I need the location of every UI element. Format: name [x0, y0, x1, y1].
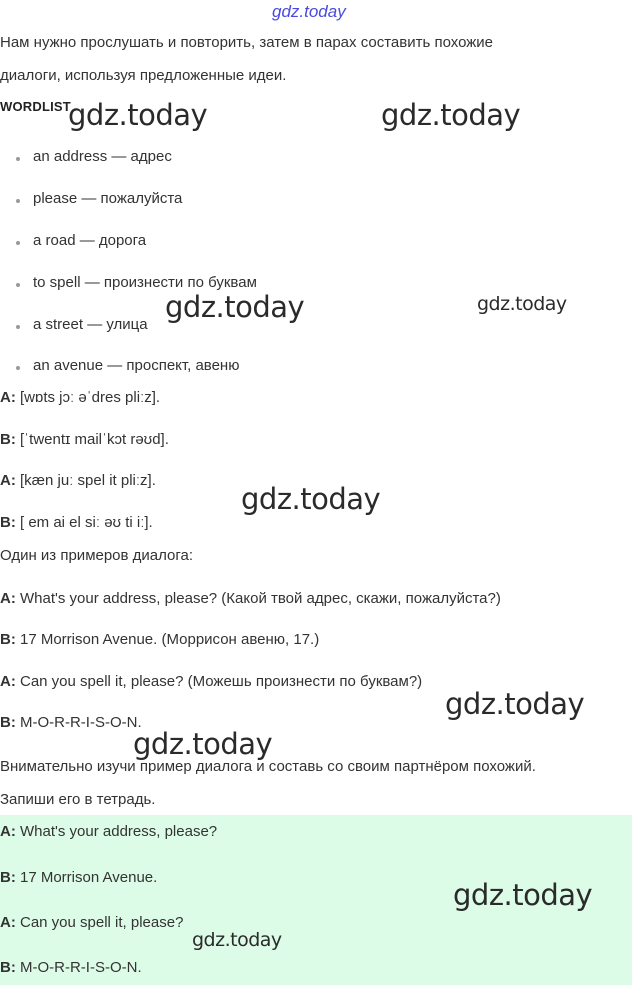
wordlist-item: an avenue — проспект, авеню [33, 357, 240, 374]
wordlist-item: a street — улица [33, 316, 148, 333]
bullet-icon [16, 283, 20, 287]
answer-line: A: Can you spell it, please? [0, 914, 184, 931]
bullet-icon [16, 199, 20, 203]
answer-line: A: What's your address, please? [0, 823, 218, 840]
top-watermark: gdz.today [272, 2, 346, 21]
watermark: gdz.today [453, 878, 593, 912]
watermark: gdz.today [241, 482, 381, 516]
dialog-line: A: Can you spell it, please? (Можешь произнести по буквам?) [0, 673, 423, 690]
answer-line: B: 17 Morrison Avenue. [0, 869, 158, 886]
dialog-line: B: 17 Morrison Avenue. (Моррисон авеню, 17.) [0, 631, 320, 648]
example-heading: Один из примеров диалога: [0, 547, 194, 564]
wordlist-title: WORDLIST [0, 99, 71, 114]
transcription-line: A: [wɒts jɔː əˈdres pliːz]. [0, 389, 161, 406]
bullet-icon [16, 157, 20, 161]
wordlist-item: a road — дорога [33, 232, 147, 249]
wordlist-item: please — пожалуйста [33, 190, 183, 207]
instruction-line-2: Запиши его в тетрадь. [0, 791, 156, 808]
answer-line: B: M-O-R-R-I-S-O-N. [0, 959, 142, 976]
dialog-line: B: M-O-R-R-I-S-O-N. [0, 714, 142, 731]
watermark: gdz.today [133, 727, 273, 761]
transcription-line: A: [kæn juː spel it pliːz]. [0, 472, 156, 489]
watermark: gdz.today [477, 293, 567, 315]
wordlist-item: an address — адрес [33, 148, 172, 165]
dialog-line: A: What's your address, please? (Какой твой адрес, скажи, пожалуйста?) [0, 590, 501, 607]
watermark: gdz.today [445, 687, 585, 721]
watermark: gdz.today [192, 929, 282, 951]
instruction-line-1: Внимательно изучи пример диалога и составь со своим партнёром похожий. [0, 758, 536, 775]
watermark: gdz.today [381, 98, 521, 132]
wordlist-item: to spell — произнести по буквам [33, 274, 257, 291]
bullet-icon [16, 241, 20, 245]
watermark: gdz.today [165, 290, 305, 324]
transcription-line: B: [ˈtwentɪ mailˈkɔt rəʊd]. [0, 431, 169, 448]
bullet-icon [16, 366, 20, 370]
bullet-icon [16, 325, 20, 329]
watermark: gdz.today [68, 98, 208, 132]
intro-line-2: диалоги, используя предложенные идеи. [0, 67, 287, 84]
intro-line-1: Нам нужно прослушать и повторить, затем в парах составить похожие [0, 34, 494, 51]
transcription-line: B: [ em ai el siː əʊ ti iː]. [0, 514, 153, 531]
